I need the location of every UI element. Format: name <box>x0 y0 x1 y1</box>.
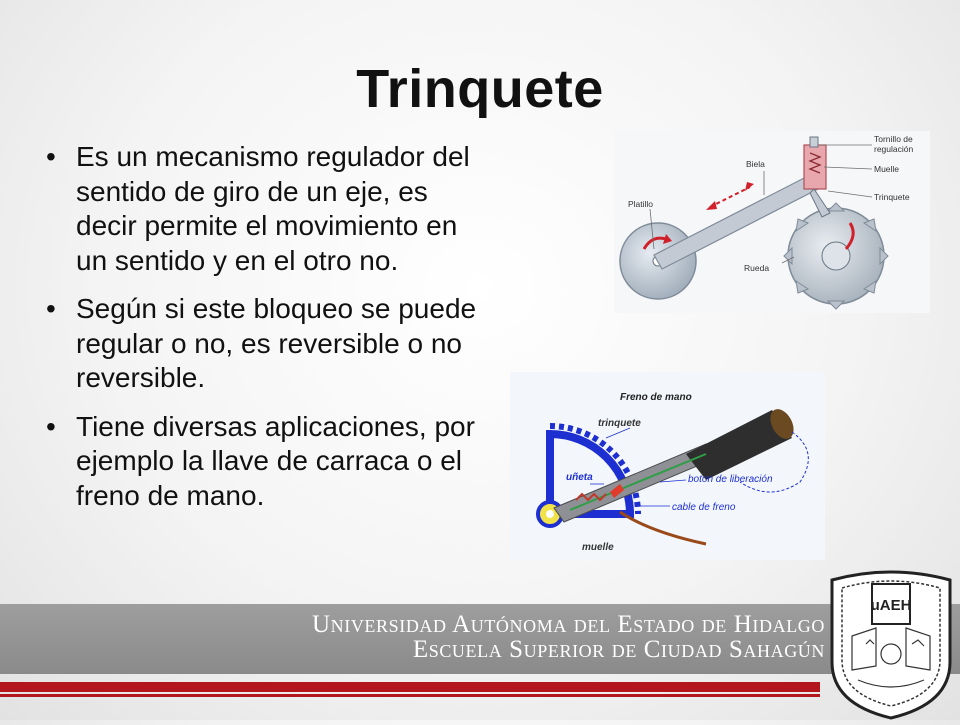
label-boton-liberacion: boton de liberación <box>688 474 773 485</box>
label-freno-de-mano: Freno de mano <box>620 392 692 403</box>
hand-brake-drawing <box>510 372 825 560</box>
university-crest-logo <box>822 566 960 720</box>
label-trinquete: Trinquete <box>874 192 910 202</box>
university-name: Universidad Autónoma del Estado de Hidalgo <box>311 611 825 638</box>
label-trinquete: trinquete <box>598 418 641 429</box>
ratchet-mechanism-drawing <box>614 131 930 313</box>
label-uneta: uñeta <box>566 472 593 483</box>
label-cable-freno: cable de freno <box>672 502 736 513</box>
slide-title: Trinquete <box>356 59 604 119</box>
crest-icon <box>822 566 960 720</box>
label-platillo: Platillo <box>628 199 654 209</box>
bullet-item: • Según si este bloqueo se puede regular o no, es reversible o no reversible. <box>42 292 482 396</box>
school-name: Escuela Superior de Ciudad Sahagún <box>412 636 825 663</box>
hand-brake-figure <box>510 372 825 560</box>
label-biela: Biela <box>746 159 765 169</box>
ratchet-mechanism-figure <box>614 131 930 313</box>
crest-text: uAEH <box>870 597 912 614</box>
bullet-item: • Es un mecanismo regulador del sentido de giro de un eje, es decir permite el movimiento en un sentido y en el otro no. <box>42 140 482 278</box>
bullet-list <box>42 140 482 527</box>
rueda-gear <box>784 203 888 309</box>
label-rueda: Rueda <box>744 263 770 273</box>
footer-red-bar <box>0 682 820 692</box>
label-regulacion: regulación <box>874 144 914 154</box>
footer-red-line <box>0 694 820 697</box>
label-muelle: muelle <box>582 542 614 553</box>
bullet-item: • Tiene diversas aplicaciones, por ejemplo la llave de carraca o el freno de mano. <box>42 410 482 514</box>
label-muelle: Muelle <box>874 164 900 174</box>
label-tornillo: Tornillo de <box>874 134 913 144</box>
motion-arrow <box>710 187 750 207</box>
